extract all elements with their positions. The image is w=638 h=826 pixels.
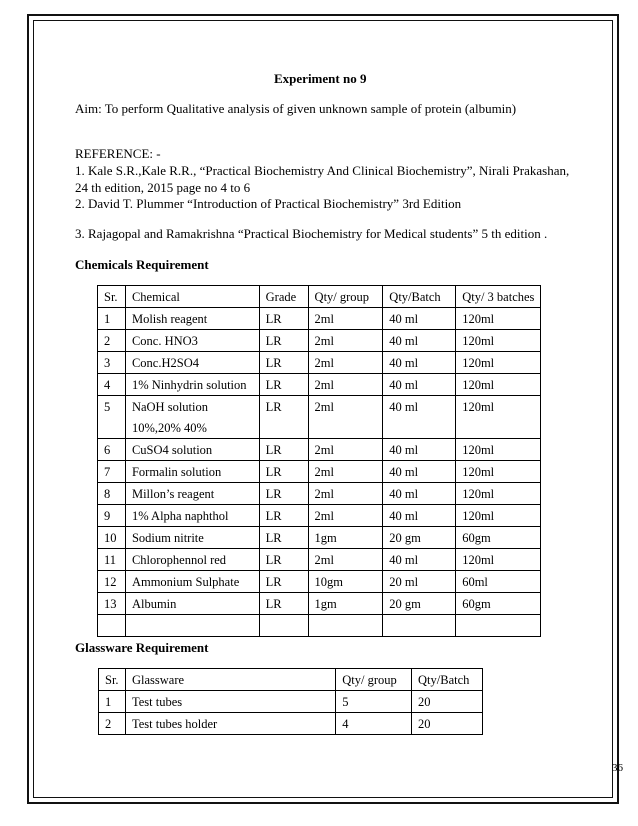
table-cell: Chlorophennol red — [125, 549, 259, 571]
experiment-title: Experiment no 9 — [274, 71, 367, 86]
table-row — [98, 571, 541, 593]
table-cell: 40 ml — [383, 396, 456, 439]
table-cell: Formalin solution — [125, 461, 259, 483]
table-cell: 120ml — [456, 505, 541, 527]
table-cell: 20 — [412, 691, 483, 713]
table-row — [98, 330, 541, 352]
table-cell: 20 ml — [383, 571, 456, 593]
table-cell: LR — [259, 352, 308, 374]
table-cell: 40 ml — [383, 352, 456, 374]
table-cell: 20 gm — [383, 527, 456, 549]
aim-text: Aim: To perform Qualitative analysis of given unknown sample of protein (albumin) — [75, 101, 517, 116]
table-cell: 5 — [98, 396, 126, 439]
header-cell: Qty/Batch — [412, 669, 483, 691]
table-cell: 10gm — [308, 571, 383, 593]
table-cell: 120ml — [456, 549, 541, 571]
table-cell: 40 ml — [383, 483, 456, 505]
header-cell: Sr. — [98, 286, 126, 308]
table-row — [98, 352, 541, 374]
chemicals-table — [97, 285, 541, 637]
reference-heading: REFERENCE: - — [75, 146, 161, 161]
table-row — [98, 593, 541, 615]
table-cell: 2 — [98, 330, 126, 352]
table-row — [98, 527, 541, 549]
table-cell: 12 — [98, 571, 126, 593]
table-row-empty — [98, 615, 541, 637]
table-cell: 120ml — [456, 483, 541, 505]
table-cell — [383, 615, 456, 637]
table-row — [98, 439, 541, 461]
reference-line-1: 1. Kale S.R.,Kale R.R., “Practical Biochemistry And Clinical Biochemistry”, Nirali Prakashan, — [75, 163, 570, 178]
table-row — [98, 396, 541, 439]
table-row — [98, 461, 541, 483]
table-cell: CuSO4 solution — [125, 439, 259, 461]
glassware-table — [98, 668, 483, 735]
table-cell: LR — [259, 593, 308, 615]
table-cell: 11 — [98, 549, 126, 571]
table-cell: Conc.H2SO4 — [125, 352, 259, 374]
table-cell: 7 — [98, 461, 126, 483]
table-row — [98, 374, 541, 396]
header-cell: Qty/ 3 batches — [456, 286, 541, 308]
table-cell: 6 — [98, 439, 126, 461]
table-cell: 1gm — [308, 593, 383, 615]
table-cell — [259, 615, 308, 637]
table-cell: 60gm — [456, 527, 541, 549]
table-cell: 40 ml — [383, 374, 456, 396]
header-cell: Qty/Batch — [383, 286, 456, 308]
table-header-row — [99, 669, 483, 691]
chemical-concentrations: 10%,20% 40% — [131, 421, 207, 435]
table-cell: 120ml — [456, 308, 541, 330]
table-cell: 120ml — [456, 352, 541, 374]
table-cell: 13 — [98, 593, 126, 615]
table-cell: 40 ml — [383, 330, 456, 352]
table-cell: 1 — [98, 308, 126, 330]
header-cell: Sr. — [99, 669, 126, 691]
table-cell: 2ml — [308, 352, 383, 374]
table-cell: 2 — [99, 713, 126, 735]
chemicals-heading: Chemicals Requirement — [75, 257, 209, 272]
table-cell: LR — [259, 461, 308, 483]
table-cell: 1gm — [308, 527, 383, 549]
table-cell: 40 ml — [383, 461, 456, 483]
glassware-heading: Glassware Requirement — [75, 640, 209, 655]
table-cell — [98, 615, 126, 637]
table-cell: Conc. HNO3 — [125, 330, 259, 352]
reference-line-2: 24 th edition, 2015 page no 4 to 6 — [75, 180, 251, 195]
header-cell: Grade — [259, 286, 308, 308]
table-row — [98, 549, 541, 571]
table-cell: LR — [259, 571, 308, 593]
table-cell: 2ml — [308, 461, 383, 483]
table-cell: 40 ml — [383, 439, 456, 461]
table-cell: 2ml — [308, 439, 383, 461]
table-cell: 2ml — [308, 330, 383, 352]
table-cell: 120ml — [456, 461, 541, 483]
table-cell: 2ml — [308, 396, 383, 439]
table-header-row — [98, 286, 541, 308]
table-row — [98, 483, 541, 505]
table-cell: 4 — [98, 374, 126, 396]
table-cell: 2ml — [308, 308, 383, 330]
table-cell: LR — [259, 505, 308, 527]
table-cell: LR — [259, 330, 308, 352]
table-cell: Ammonium Sulphate — [125, 571, 259, 593]
table-cell: 2ml — [308, 483, 383, 505]
table-row — [99, 713, 483, 735]
table-cell: 3 — [98, 352, 126, 374]
header-cell: Chemical — [125, 286, 259, 308]
table-cell: 1% Ninhydrin solution — [125, 374, 259, 396]
table-cell: 1% Alpha naphthol — [125, 505, 259, 527]
table-cell: 120ml — [456, 396, 541, 439]
table-cell: 120ml — [456, 374, 541, 396]
table-cell: 2ml — [308, 374, 383, 396]
table-cell: Sodium nitrite — [125, 527, 259, 549]
table-cell: 4 — [336, 713, 412, 735]
header-cell: Qty/ group — [308, 286, 383, 308]
table-row — [98, 308, 541, 330]
table-cell: Test tubes — [125, 691, 335, 713]
table-cell: 60gm — [456, 593, 541, 615]
table-cell: 120ml — [456, 330, 541, 352]
table-cell: 8 — [98, 483, 126, 505]
table-cell — [125, 396, 259, 439]
table-cell: 2ml — [308, 549, 383, 571]
table-cell: Test tubes holder — [125, 713, 335, 735]
table-cell: 1 — [99, 691, 126, 713]
reference-line-4: 3. Rajagopal and Ramakrishna “Practical Biochemistry for Medical students” 5 th edition . — [75, 226, 548, 241]
table-cell: LR — [259, 527, 308, 549]
table-cell: Millon’s reagent — [125, 483, 259, 505]
table-cell: 60ml — [456, 571, 541, 593]
table-cell: LR — [259, 439, 308, 461]
table-cell: 20 gm — [383, 593, 456, 615]
table-cell: 120ml — [456, 439, 541, 461]
chemical-name: NaOH solution — [131, 400, 208, 414]
table-cell — [456, 615, 541, 637]
table-cell: 5 — [336, 691, 412, 713]
table-cell: 40 ml — [383, 505, 456, 527]
table-cell: 20 — [412, 713, 483, 735]
table-cell: 40 ml — [383, 308, 456, 330]
table-cell: 10 — [98, 527, 126, 549]
table-cell: 40 ml — [383, 549, 456, 571]
table-cell — [308, 615, 383, 637]
table-row — [98, 505, 541, 527]
table-cell: Albumin — [125, 593, 259, 615]
table-row — [99, 691, 483, 713]
header-cell: Qty/ group — [336, 669, 412, 691]
page-number: 36 — [612, 762, 623, 774]
table-cell: LR — [259, 396, 308, 439]
table-cell: 9 — [98, 505, 126, 527]
header-cell: Glassware — [125, 669, 335, 691]
table-cell: LR — [259, 374, 308, 396]
table-cell: 2ml — [308, 505, 383, 527]
table-cell: LR — [259, 549, 308, 571]
table-cell — [125, 615, 259, 637]
table-cell: Molish reagent — [125, 308, 259, 330]
table-cell: LR — [259, 483, 308, 505]
reference-line-3: 2. David T. Plummer “Introduction of Practical Biochemistry” 3rd Edition — [75, 196, 462, 211]
table-cell: LR — [259, 308, 308, 330]
